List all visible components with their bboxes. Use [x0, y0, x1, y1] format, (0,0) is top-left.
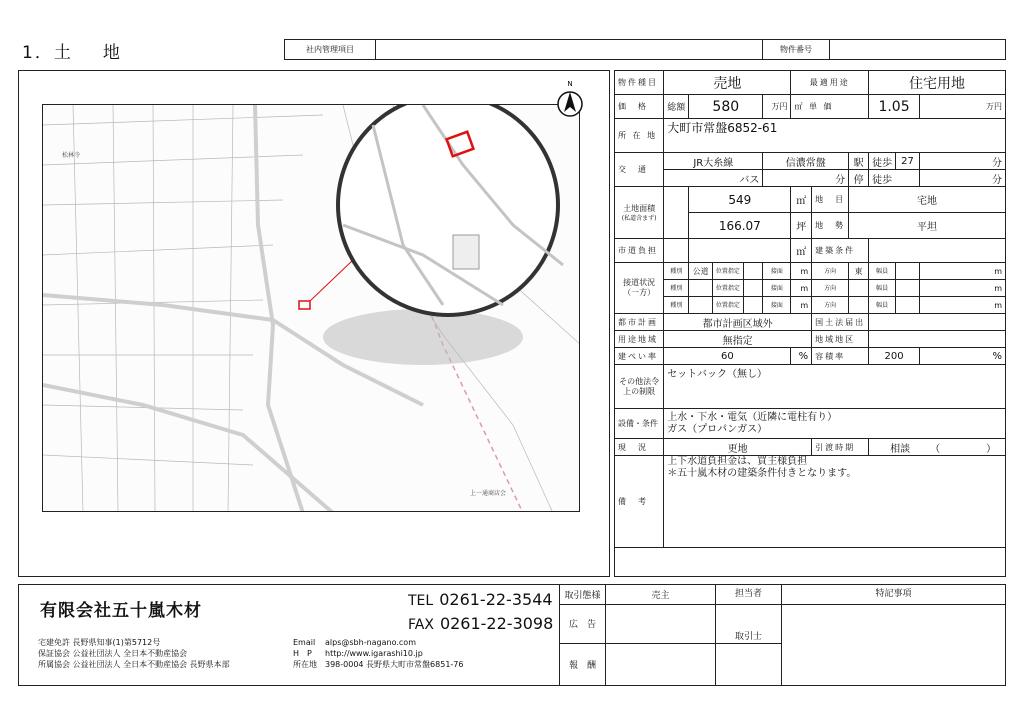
bcr-pct: %: [791, 348, 812, 365]
road-frontage-unit: m: [791, 263, 812, 280]
station: 信濃常盤: [763, 153, 849, 170]
remarks-value: 上下水道負担金は、買主様負担 ＊五十嵐木材の建築条件付きとなります。: [664, 456, 1006, 548]
price-unit: 万円: [763, 95, 791, 119]
unit-price-label: ㎡ 単 価: [791, 95, 869, 119]
far-label: 容積率: [812, 348, 869, 365]
unit-price-value: 1.05: [869, 95, 920, 119]
build-cond-value: [869, 239, 1006, 263]
district-value: [869, 331, 1006, 348]
bus-label: バス: [664, 170, 763, 187]
road-frontage-label: 接面: [763, 297, 791, 314]
spec-table: [614, 70, 1006, 548]
kokudo-label: 国土法届出: [812, 314, 869, 331]
location-label: 所 在 地: [615, 119, 664, 153]
property-no-label: 物件番号: [763, 40, 830, 59]
svg-text:N: N: [567, 80, 573, 88]
road-width-label: 幅員: [869, 297, 896, 314]
road-dir: [849, 297, 869, 314]
location-value: 大町市常盤6852-61: [664, 119, 1006, 153]
train-line: JR大糸線: [664, 153, 763, 170]
road-dir: [849, 280, 869, 297]
road-pos-label: 位置指定: [712, 263, 743, 280]
road-width-unit: m: [919, 297, 1005, 314]
type-value: 売地: [664, 71, 791, 95]
build-cond-label: 建築条件: [812, 239, 869, 263]
map[interactable]: [42, 104, 580, 512]
road-kind-label: 種別: [664, 280, 689, 297]
tsubo-unit: 坪: [791, 213, 812, 239]
road-kind: [689, 280, 713, 297]
map-label: 上一通商店会: [470, 490, 507, 497]
walk-label: 徒歩: [869, 153, 896, 170]
area-sqm: 549: [689, 187, 791, 213]
chimoku-label: 地 目: [812, 187, 849, 213]
fee-label: 報 酬: [560, 643, 606, 685]
road-kind-label: 種別: [664, 297, 689, 314]
district-label: 地域地区: [812, 331, 869, 348]
management-bar: [284, 39, 1006, 60]
area-tsubo: 166.07: [689, 213, 791, 239]
status-label: 現 況: [615, 439, 664, 456]
road-width-unit: m: [919, 280, 1005, 297]
terrain-value: 平坦: [849, 213, 1006, 239]
road-kind: 公道: [689, 263, 713, 280]
land-area-label: 土地面積 (私道含まず): [615, 187, 664, 239]
road-frontage-label: 接面: [763, 263, 791, 280]
status-value: 更地: [664, 439, 812, 456]
facility-label: 設備・条件: [615, 409, 664, 439]
ad-label: 広 告: [560, 605, 606, 643]
road-frontage-unit: m: [791, 297, 812, 314]
remarks-label: 備 考: [615, 456, 664, 548]
other-law-label: その他法令上の制限: [615, 365, 664, 409]
road-dir-label: 方向: [812, 263, 849, 280]
road-pos-label: 位置指定: [712, 280, 743, 297]
notes-label: 特記事項: [782, 585, 1006, 605]
city-plan-label: 都市計画: [615, 314, 664, 331]
deal-label: 取引態様: [560, 585, 606, 605]
license-info: 宅建免許 長野県知事(1)第5712号 保証協会 公益社団法人 全日本不動産協会 所属協会 公益社団法人 全日本不動産協会 長野県本部: [38, 638, 230, 669]
road-dir: 東: [849, 263, 869, 280]
zoning-value: 無指定: [664, 331, 812, 348]
use-value: 住宅用地: [869, 71, 1006, 95]
unit-price-unit: 万円: [919, 95, 1005, 119]
mgmt-label: 社内管理項目: [285, 40, 376, 59]
road-frontage-label: 接面: [763, 280, 791, 297]
map-label: 松林寺: [62, 152, 81, 159]
price-total-label: 総額: [664, 95, 689, 119]
use-label: 最適用途: [791, 71, 869, 95]
section-title: 1．土 地: [22, 43, 122, 63]
spec-panel: [614, 70, 1006, 577]
city-plan-value: 都市計画区域外: [664, 314, 812, 331]
property-no-value[interactable]: [830, 40, 1005, 59]
fax: FAX 0261-22-3098: [408, 614, 554, 633]
zoom-circle: [338, 105, 558, 315]
road-width-unit: m: [919, 263, 1005, 280]
type-label: 物件種目: [615, 71, 664, 95]
road-kind: [689, 297, 713, 314]
zoning-label: 用途地域: [615, 331, 664, 348]
transport-label: 交 通: [615, 153, 664, 187]
contact-info: Email alps@sbh-nagano.com H P http://www.igarashi10.jp 所在地 398-0004 長野県大町市常盤6851-76: [293, 638, 464, 669]
map-svg: [43, 105, 580, 512]
handover-label: 引渡時期: [812, 439, 869, 456]
footer-table: [559, 584, 1006, 686]
road-dir-label: 方向: [812, 280, 849, 297]
terrain-label: 地 勢: [812, 213, 849, 239]
station-suffix: 駅: [849, 153, 869, 170]
road-dir-label: 方向: [812, 297, 849, 314]
stop-min: 分: [919, 170, 1005, 187]
walk-unit: 分: [919, 153, 1005, 170]
mgmt-value[interactable]: [376, 40, 763, 59]
handover-value: 相談 （ ）: [869, 439, 1006, 456]
other-law-value: セットバック（無し）: [664, 365, 1006, 409]
road-kind-label: 種別: [664, 263, 689, 280]
bcr-value: 60: [664, 348, 791, 365]
private-road-unit: ㎡: [791, 239, 812, 263]
chimoku-value: 宅地: [849, 187, 1006, 213]
staff-label: 担当者: [716, 585, 782, 605]
price-label: 価 格: [615, 95, 664, 119]
tel: TEL 0261-22-3544: [408, 590, 553, 609]
bcr-label: 建ぺい率: [615, 348, 664, 365]
road-width-label: 幅員: [869, 263, 896, 280]
sqm-unit: ㎡: [791, 187, 812, 213]
deal-value: 売主: [606, 585, 716, 605]
private-road-label: 市道負担: [615, 239, 664, 263]
far-value: 200: [869, 348, 920, 365]
road-frontage-unit: m: [791, 280, 812, 297]
stop-walk-label: 徒歩: [869, 170, 920, 187]
price-value: 580: [689, 95, 763, 119]
walk-value: 27: [896, 153, 920, 170]
bus-min: 分: [763, 170, 849, 187]
road-pos-label: 位置指定: [712, 297, 743, 314]
north-arrow-icon: [556, 80, 584, 120]
far-pct: %: [919, 348, 1005, 365]
company-name: 有限会社五十嵐木材: [40, 601, 202, 621]
stop-label: 停: [849, 170, 869, 187]
facility-value: 上水・下水・電気（近隣に電柱有り） ガス（プロパンガス）: [664, 409, 1006, 439]
kokudo-value: [869, 314, 1006, 331]
agent-label: 取引士: [716, 605, 782, 643]
road-width-label: 幅員: [869, 280, 896, 297]
road-label: 接道状況（一方）: [615, 263, 664, 314]
